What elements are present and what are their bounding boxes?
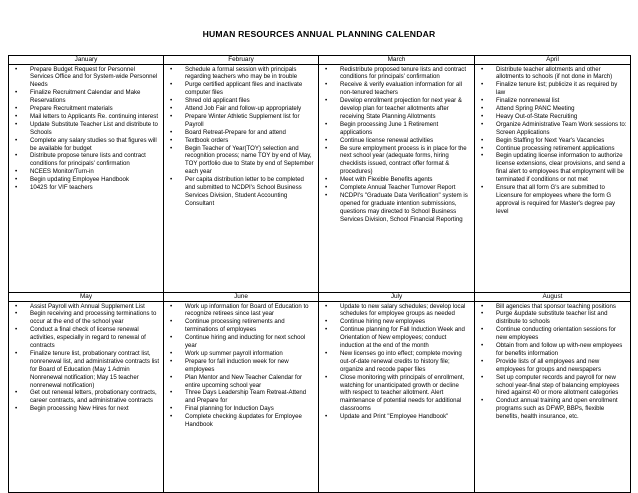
month-cell-june: [164, 302, 319, 493]
month-header-may: May: [9, 293, 164, 302]
task-item: • Begin receiving and processing terminations to occur at the end of the school year: [13, 310, 160, 326]
task-item: • Schedule a formal session with principals regarding teachers who may be in trouble: [168, 66, 315, 82]
task-item: • Update and Print "Employee Handbook": [323, 413, 471, 421]
task-item: • Purge certified applicant files and inactivate computer files: [168, 81, 315, 97]
task-item: • Heavy Out-of-State Recruiting: [479, 113, 627, 121]
task-item: • Continue hiring new employees: [323, 318, 471, 326]
task-item: • Organize Administrative Team Work sessions to: Screen Applications: [479, 121, 627, 137]
task-item: • Update Substitute Teacher List and distribute to Schools: [13, 121, 160, 137]
task-list: [475, 65, 630, 216]
task-item: • Begin Staffing for Next Year's Vacancies: [479, 137, 627, 145]
task-list: [319, 302, 474, 421]
month-header-february: February: [164, 56, 319, 65]
task-item: • Provide lists of all employees and new employees for groups and newspapers: [479, 358, 627, 374]
task-item: • Mail letters to Applicants Re. continuing interest: [13, 113, 160, 121]
task-item: • Work up information for Board of Education to recognize retirees since last year: [168, 303, 315, 319]
task-item: • 1042S for VIF teachers: [13, 184, 160, 192]
task-item: • Finalize Recruitment Calendar and Make Reservations: [13, 89, 160, 105]
task-item: • New licenses go into effect; complete moving out-of-date renewal credits to history file; organize and recode paper files: [323, 350, 471, 374]
task-item: • Receive & verify evaluation information for all non-tenured teachers: [323, 81, 471, 97]
task-item: • Complete any salary studies so that figures will be available for budget: [13, 137, 160, 153]
task-item: • Assist Payroll with Annual Supplement List: [13, 303, 160, 311]
task-item: • Ensure that all form G's are submitted to Licensure for employees where the form G approval is required for Master's degree pay level: [479, 184, 627, 216]
task-list: [475, 302, 630, 421]
month-content-row: [9, 302, 631, 493]
month-cell-february: [164, 65, 319, 293]
month-header-january: January: [9, 56, 164, 65]
month-content-row: [9, 65, 631, 293]
task-item: • Continue hiring and inducting for next school year: [168, 334, 315, 350]
task-item: • Purge &update substitute teacher list and distribute to schools: [479, 310, 627, 326]
task-item: • NCEES Monitor/Turn-in: [13, 168, 160, 176]
task-item: • Conduct a final check of license renewal activities, especially in regard to renewal of contracts: [13, 326, 160, 350]
planning-calendar-table: [8, 55, 631, 493]
task-item: • Continue processing retirements and terminations of employees: [168, 318, 315, 334]
task-list: [9, 65, 163, 192]
task-item: • Conduct annual training and open enrollment programs such as DFWP, BBPs, flexible benefits, health insurance, etc.: [479, 397, 627, 421]
task-item: • Continue processing retirement applications: [479, 145, 627, 153]
task-item: • Finalize tenure list, probationary contract list, nonrenewal list, and administrative contracts list for Board of Education (May 1 Admin Nonrenewal notification; May 15 teacher nonrenewal notification): [13, 350, 160, 390]
task-list: [9, 302, 163, 413]
task-item: • Prepare Budget Request for Personnel Services Office and for System-wide Personnel Needs: [13, 66, 160, 90]
task-item: • Complete Annual Teacher Turnover Report: [323, 184, 471, 192]
task-list: [164, 302, 318, 429]
task-item: • Begin updating license information to authorize license extensions, clear provisions, and send a final alert to employees that employment will be terminated if conditions or not met: [479, 152, 627, 184]
task-item: • Set up computer records and payroll for new school year-final step of balancing employees hired against 40 or more allotment categories: [479, 374, 627, 398]
task-item: • Final planning for Induction Days: [168, 405, 315, 413]
task-item: • Bill agencies that sponsor teaching positions: [479, 303, 627, 311]
task-item: • Develop enrollment projection for next year & develop plan for teacher allotments after receiving State Planning Allotments: [323, 97, 471, 121]
task-item: • Continue license renewal activities: [323, 137, 471, 145]
task-list: [164, 65, 318, 208]
month-cell-may: [9, 302, 164, 493]
task-item: • Obtain from and follow up with-new employees for benefits information: [479, 342, 627, 358]
month-cell-august: [475, 302, 631, 493]
task-item: • Three Days Leadership Team Retreat-Attend and Prepare for: [168, 389, 315, 405]
task-item: • Board Retreat-Prepare for and attend: [168, 129, 315, 137]
task-item: • Textbook orders: [168, 137, 315, 145]
task-item: • Attend Spring PANC Meeting: [479, 105, 627, 113]
month-cell-april: [475, 65, 631, 293]
task-item: • Attend Job Fair and follow-up appropriately: [168, 105, 315, 113]
task-item: • Redistribute proposed tenure lists and contract conditions for principals' confirmation: [323, 66, 471, 82]
month-header-row: [9, 293, 631, 302]
task-item: • Continue conducting orientation sessions for new employees: [479, 326, 627, 342]
task-item: • Prepare Recruitment materials: [13, 105, 160, 113]
month-header-march: March: [319, 56, 475, 65]
task-item: • Be sure employment process is in place for the next school year (adequate forms, hiring checklists issued, contract offer format & procedures): [323, 145, 471, 177]
task-item: • Prepare for fall induction week for new employees: [168, 358, 315, 374]
task-item: • Work up summer payroll information: [168, 350, 315, 358]
task-item: • Begin processing June 1 Retirement applications: [323, 121, 471, 137]
task-item: • Complete checking &updates for Employee Handbook: [168, 413, 315, 429]
task-item: • Distribute teacher allotments and other allotments to schools (if not done in March): [479, 66, 627, 82]
task-item: • Close monitoring with principals of enrollment, watching for unanticipated growth or decline with respect to teacher allotment. Alert maintenance of potential needs for additional classrooms: [323, 374, 471, 414]
task-item: • Finalize nonrenewal list: [479, 97, 627, 105]
task-item: • NCDPI's "Graduate Data Verification" system is opened for graduate intention submissions, questions may directed to School Business Services Division, School Financial Reporting: [323, 192, 471, 224]
task-item: • Begin processing New Hires for next: [13, 405, 160, 413]
month-header-april: April: [475, 56, 631, 65]
month-header-august: August: [475, 293, 631, 302]
document-title: HUMAN RESOURCES ANNUAL PLANNING CALENDAR: [202, 29, 436, 39]
task-item: • Shred old applicant files: [168, 97, 315, 105]
task-item: • Distribute propose tenure lists and contract conditions for principals' confirmation: [13, 152, 160, 168]
month-header-july: July: [319, 293, 475, 302]
task-item: • Per capita distribution letter to be completed and submitted to NCDPI's School Business Services Division, Student Accounting Consultant: [168, 176, 315, 208]
task-item: • Begin Teacher of Year(TOY) selection and recognition process; name TOY by end of May, TOY portfolio due to State by end of September each year: [168, 145, 315, 177]
task-item: • Get out renewal letters, probationary contracts, career contracts, and administrative contracts: [13, 389, 160, 405]
month-cell-july: [319, 302, 475, 493]
month-header-june: June: [164, 293, 319, 302]
task-item: • Finalize tenure list; publicize it as required by law: [479, 81, 627, 97]
task-item: • Update to new salary schedules; develop local schedules for employee groups as needed: [323, 303, 471, 319]
task-item: • Continue planning for Fall Induction Week and Orientation of New employees; conduct induction at the end of the month: [323, 326, 471, 350]
month-header-row: [9, 56, 631, 65]
month-cell-march: [319, 65, 475, 293]
task-item: • Begin updating Employee Handbook: [13, 176, 160, 184]
task-item: • Plan Mentor and New Teacher Calendar for entire upcoming school year: [168, 374, 315, 390]
month-cell-january: [9, 65, 164, 293]
task-item: • Prepare Winter Athletic Supplement list for Payroll: [168, 113, 315, 129]
task-item: • Meet with Flexible Benefits agents: [323, 176, 471, 184]
task-list: [319, 65, 474, 224]
